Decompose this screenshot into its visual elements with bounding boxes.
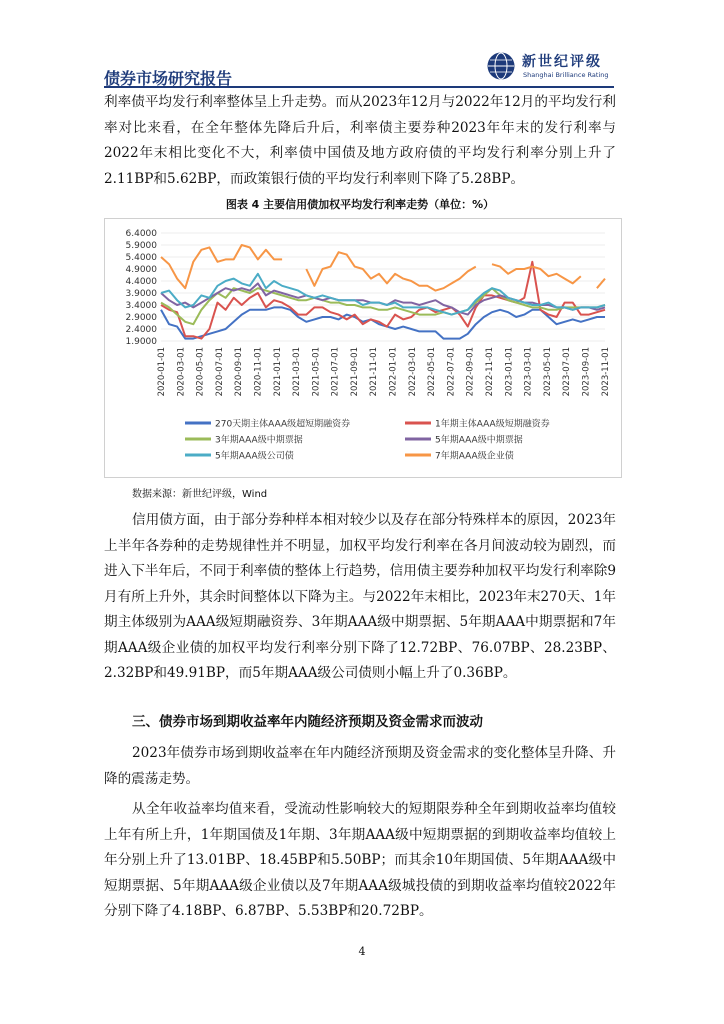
x-tick-label: 2022-05-01: [427, 347, 438, 397]
x-tick-label: 2022-07-01: [446, 347, 457, 397]
y-tick-label: 5.9000: [125, 241, 157, 251]
x-tick-label: 2023-03-01: [523, 347, 534, 397]
x-tick-label: 2021-09-01: [349, 347, 360, 397]
x-tick-label: 2023-11-01: [600, 347, 611, 397]
y-tick-label: 3.9000: [125, 289, 157, 299]
paragraph-yield-averages: 从全年收益率均值来看，受流动性影响较大的短期限券种全年到期收益率均值较上年有所上升，1年期国债及1年期、3年期AAA级中短期票据的到期收益率均值较上年分别上升了13.01BP、18.45BP和5.50BP；而其余10年期国债、5年期AAA级中短期票据、5年期AAA级企业债以及7年期AAA级城投债的到期收益率均值较2022年分别下降了4.18BP、6.87BP、5.53BP和20.72BP。: [104, 801, 616, 919]
x-tick-label: 2020-01-01: [157, 347, 167, 397]
x-tick-label: 2022-03-01: [407, 347, 418, 397]
y-tick-label: 1.9000: [125, 337, 157, 347]
series-line-6: [161, 245, 605, 291]
y-tick-label: 2.4000: [125, 325, 157, 335]
figure-caption: 图表 4 主要信用债加权平均发行利率走势（单位：%）: [225, 198, 495, 211]
x-tick-label: 2020-05-01: [195, 347, 206, 397]
y-tick-label: 5.4000: [125, 253, 157, 263]
x-tick-label: 2021-03-01: [292, 347, 303, 397]
paragraph-yield-trend: 2023年债券市场到期收益率在年内随经济预期及资金需求的变化整体呈升降、升降的震荡走势。: [104, 745, 616, 787]
legend-label: 3年期AAA级中期票据: [215, 435, 303, 446]
x-tick-label: 2020-11-01: [253, 347, 264, 397]
line-chart: [105, 219, 621, 477]
y-tick-label: 6.4000: [125, 229, 157, 239]
x-tick-label: 2022-11-01: [484, 347, 495, 397]
section-heading: 三、债券市场到期收益率年内随经济预期及资金需求而波动: [132, 714, 483, 730]
x-tick-label: 2022-09-01: [465, 347, 476, 397]
x-tick-label: 2021-07-01: [330, 347, 341, 397]
page-number: 4: [358, 945, 366, 958]
x-tick-label: 2021-01-01: [272, 347, 283, 397]
paragraph-credit-bonds: 信用债方面，由于部分券种样本相对较少以及存在部分特殊样本的原因，2023年上半年各券种的走势规律性并不明显，加权平均发行利率在各月间波动较为剧烈，而进入下半年后，不同于利率债的整体上行趋势，信用债主要券种加权平均发行利率除9月有所上升外，其余时间整体以下降为主。与2022年末相比，2023年末270天、1年期主体级别为AAA级短期融资券、3年期AAA级中期票据、5年期AAA中期票据和7年期AAA级企业债的加权平均发行利率分别下降了12.72BP、76.07BP、28.23BP、2.32BP和49.91BP，而5年期AAA级公司债则小幅上升了0.36BP。: [104, 512, 616, 681]
y-tick-label: 4.9000: [125, 265, 157, 275]
y-tick-label: 3.4000: [125, 301, 157, 311]
x-tick-label: 2022-01-01: [388, 347, 399, 397]
legend-label: 270天期主体AAA级超短期融资券: [215, 419, 351, 430]
logo-chinese-name: 新世纪评级: [522, 54, 602, 70]
series-line-1: [161, 307, 605, 338]
x-tick-label: 2023-09-01: [581, 347, 592, 397]
x-tick-label: 2023-05-01: [542, 347, 553, 397]
legend-label: 5年期AAA级公司债: [215, 451, 294, 462]
header-divider: [104, 86, 614, 88]
x-tick-label: 2021-05-01: [311, 347, 322, 397]
company-logo: [486, 51, 620, 83]
legend-label: 1年期主体AAA级短期融资券: [435, 419, 550, 430]
y-tick-label: 2.9000: [125, 313, 157, 323]
paragraph-rate-bonds: 利率债平均发行利率整体呈上升走势。而从2023年12月与2022年12月的平均发行利率对比来看，在全年整体先降后升后，利率债主要券种2023年年末的发行利率与2022年末相比变化不大，利率债中国债及地方政府债的平均发行利率分别上升了2.11BP和5.62BP，而政策银行债的平均发行利率则下降了5.28BP。: [104, 94, 616, 187]
data-source: 数据来源：新世纪评级，Wind: [132, 489, 268, 500]
logo-english-name: Shanghai Brilliance Rating: [523, 71, 609, 79]
x-tick-label: 2020-09-01: [234, 347, 245, 397]
x-tick-label: 2020-03-01: [176, 347, 187, 397]
legend-label: 7年期AAA级企业债: [435, 451, 514, 462]
x-tick-label: 2020-07-01: [214, 347, 225, 397]
chart-container: [104, 218, 622, 478]
y-tick-label: 4.4000: [125, 277, 157, 287]
logo-globe-icon: [486, 51, 516, 81]
legend-label: 5年期AAA级中期票据: [435, 435, 523, 446]
x-tick-label: 2021-11-01: [369, 347, 380, 397]
x-tick-label: 2023-01-01: [504, 347, 515, 397]
report-title: 债券市场研究报告: [104, 69, 233, 88]
x-tick-label: 2023-07-01: [562, 347, 573, 397]
